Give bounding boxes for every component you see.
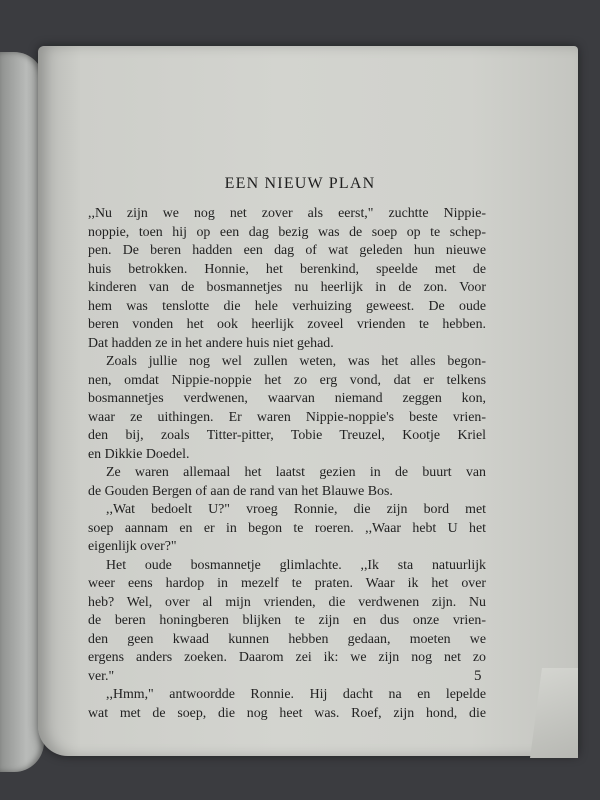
text-line: ,,Nu zijn we nog net zover als eerst," zuchtte Nippie- bbox=[88, 206, 486, 221]
text-line: ergens anders zoeken. Daarom zei ik: we zijn nog net zo bbox=[88, 650, 486, 665]
text-line: ,,Wat bedoelt U?" vroeg Ronnie, die zijn bord met bbox=[106, 502, 486, 517]
text-line: pen. De beren hadden een dag of wat geleden hun nieuwe bbox=[88, 243, 486, 258]
page-number: 5 bbox=[474, 668, 482, 684]
paragraph bbox=[88, 557, 486, 687]
paragraph bbox=[88, 353, 486, 464]
text-line: weer eens hardop in mezelf te praten. Waar ik het over bbox=[88, 576, 486, 591]
paragraph bbox=[88, 501, 486, 557]
text-line: de Gouden Bergen of aan de rand van het Blauwe Bos. bbox=[88, 483, 393, 499]
text-line: ver." bbox=[88, 668, 115, 684]
paragraph bbox=[88, 686, 486, 723]
text-line: en Dikkie Doedel. bbox=[88, 446, 190, 462]
text-line: beren vonden het ook heerlijk zoveel vrienden te hebben. bbox=[88, 317, 486, 332]
text-line: den bij, zoals Titter-pitter, Tobie Treuzel, Kootje Kriel bbox=[88, 428, 486, 443]
text-line: soep aannam en er in begon te roeren. ,,Waar hebt U het bbox=[88, 520, 486, 536]
text-line: den geen kwaad kunnen hebben gedaan, moeten we bbox=[88, 631, 486, 647]
text-line: ,,Hmm," antwoordde Ronnie. Hij dacht na en lepelde bbox=[106, 687, 486, 702]
text-line: hem was tenslotte die hele verhuizing geweest. De oude bbox=[88, 298, 486, 314]
chapter-title: EEN NIEUW PLAN bbox=[224, 175, 376, 192]
text-line: Ze waren allemaal het laatst gezien in de buurt van bbox=[106, 465, 486, 480]
text-line: heb? Wel, over al mijn vrienden, die verdwenen zijn. Nu bbox=[88, 594, 486, 610]
text-line: huis betrokken. Honnie, het berenkind, speelde met de bbox=[88, 261, 486, 277]
text-line: Zoals jullie nog wel zullen weten, was het alles begon- bbox=[106, 354, 486, 369]
paragraph bbox=[88, 205, 486, 353]
text-line: bosmannetjes verdwenen, waarvan niemand zeggen kon, bbox=[88, 391, 486, 406]
text-line: waar ze uithingen. Er waren Nippie-noppie's beste vrien- bbox=[88, 409, 486, 425]
text-line: noppie, toen hij op een dag bezig was de soep op te schep- bbox=[88, 224, 486, 240]
text-line: kinderen van de bosmannetjes nu heerlijk in de zon. Voor bbox=[88, 280, 486, 295]
text-line: Het oude bosmannetje glimlachte. ,,Ik sta natuurlijk bbox=[106, 557, 486, 573]
text-line: de beren honingberen blijken te zijn en dus onze vrien- bbox=[88, 613, 486, 628]
text-line: Dat hadden ze in het andere huis niet gehad. bbox=[88, 335, 334, 351]
text-line: eigenlijk over?" bbox=[88, 539, 177, 554]
text-line: wat met de soep, die nog heet was. Roef, zijn hond, die bbox=[88, 705, 486, 721]
paragraph bbox=[88, 464, 486, 501]
body-text bbox=[88, 205, 486, 723]
text-line: nen, omdat Nippie-noppie het zo erg vond, dat er telkens bbox=[88, 372, 486, 388]
